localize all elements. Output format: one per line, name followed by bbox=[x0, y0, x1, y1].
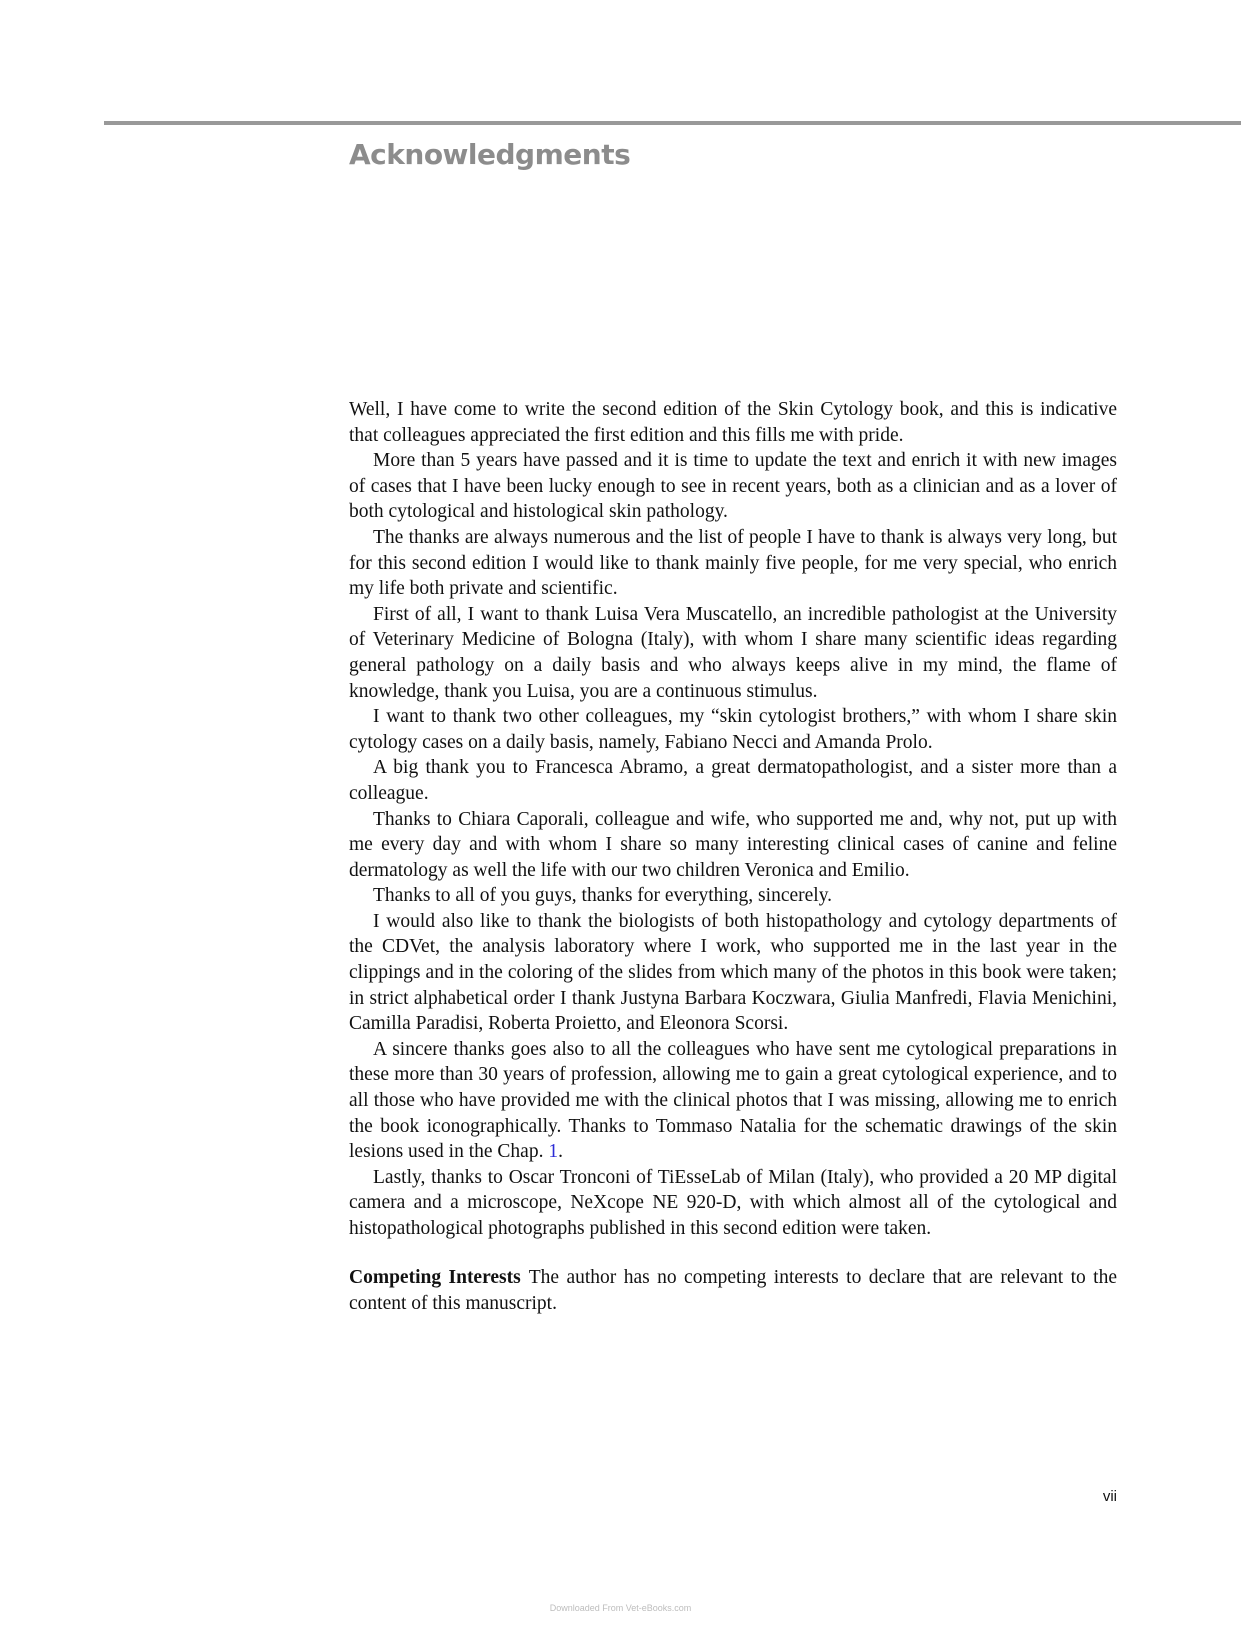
paragraph: Lastly, thanks to Oscar Tronconi of TiEsseLab of Milan (Italy), who provided a 20 MP digital camera and a microscope, NeXcope NE 920-D, with which almost all of the cytological and histopathological photographs published in this second edition were taken. bbox=[349, 1166, 1117, 1239]
chapter-link[interactable]: 1 bbox=[548, 1141, 559, 1163]
paragraph: Thanks to Chiara Caporali, colleague and wife, who supported me and, why not, put up with me every day and with whom I share so many interesting clinical cases of canine and feline dermatology as well the life with our two children Veronica and Emilio. bbox=[349, 808, 1117, 881]
page-number: vii bbox=[1102, 1488, 1117, 1505]
paragraph: More than 5 years have passed and it is time to update the text and enrich it with new images of cases that I have been lucky enough to see in recent years, both as a clinician and as a lover of both cytological and histological skin pathology. bbox=[349, 450, 1117, 523]
competing-interests-text: The author has no competing interests to declare that are relevant to the content of this manuscript. bbox=[349, 1267, 1117, 1314]
paragraph: I would also like to thank the biologists of both histopathology and cytology departments of the CDVet, the analysis laboratory where I work, who supported me in the last year in the clippings and in the coloring of the slides from which many of the photos in this book were taken; in strict alphabetical order I thank Justyna Barbara Koczwara, Giulia Manfredi, Flavia Menichini, Camilla Paradisi, Roberta Proietto, and Eleonora Scorsi. bbox=[349, 910, 1117, 1035]
paragraph: Thanks to all of you guys, thanks for everything, sincerely. bbox=[373, 885, 833, 907]
paragraph: A big thank you to Francesca Abramo, a great dermatopathologist, and a sister more than a colleague. bbox=[349, 757, 1117, 804]
acknowledgments-body bbox=[349, 397, 1117, 1242]
paragraph: I want to thank two other colleagues, my “skin cytologist brothers,” with whom I share skin cytology cases on a daily basis, namely, Fabiano Necci and Amanda Prolo. bbox=[349, 706, 1117, 753]
paragraph-with-chapter-link bbox=[349, 1037, 1117, 1165]
paragraph: Well, I have come to write the second edition of the Skin Cytology book, and this is indicative that colleagues appreciated the first edition and this fills me with pride. bbox=[349, 399, 1117, 446]
header-rule bbox=[104, 121, 1241, 125]
paragraph: The thanks are always numerous and the list of people I have to thank is always very long, but for this second edition I would like to thank mainly five people, for me very special, who enrich my life both private and scientific. bbox=[349, 526, 1117, 600]
competing-interests-label: Competing Interests bbox=[349, 1267, 521, 1288]
competing-interests bbox=[349, 1265, 1117, 1316]
download-watermark: Downloaded From Vet-eBooks.com bbox=[549, 1603, 692, 1613]
paragraph-text: A sincere thanks goes also to all the colleagues who have sent me cytological preparations in these more than 30 years of profession, allowing me to gain a great cytological experience, and to all those who have provided me with the clinical photos that I was missing, allowing me to enrich the book iconographically. Thanks to Tommaso Natalia for the schematic drawings of the skin lesions used in the Chap. bbox=[349, 1038, 1117, 1163]
page-title: Acknowledgments bbox=[349, 138, 631, 171]
paragraph: First of all, I want to thank Luisa Vera Muscatello, an incredible pathologist at the University of Veterinary Medicine of Bologna (Italy), with whom I share many scientific ideas regarding general pathology on a daily basis and who always keeps alive in my mind, the flame of knowledge, thank you Luisa, you are a continuous stimulus. bbox=[349, 603, 1117, 702]
paragraph-text-end: . bbox=[558, 1141, 563, 1163]
